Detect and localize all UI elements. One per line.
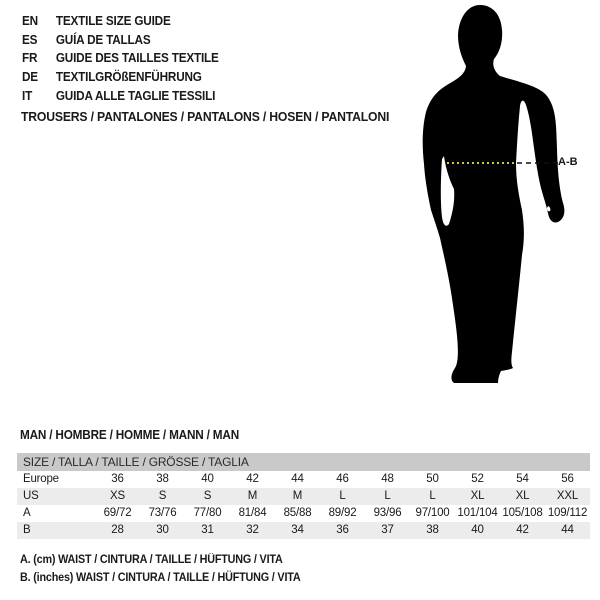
table-cell: 32 [246, 524, 259, 536]
language-label: GUIDA ALLE TAGLIE TESSILI [55, 88, 216, 103]
row-label: A [23, 507, 31, 519]
table-cell: 77/80 [193, 507, 222, 519]
table-cell: 37 [381, 524, 394, 536]
table-cell: 42 [246, 473, 259, 485]
footnote-a: A. (cm) WAIST / CINTURA / TAILLE / HÜFTUNG / VITA [20, 554, 283, 566]
table-cell: 56 [561, 473, 574, 485]
table-row-europe [17, 471, 590, 488]
table-cell: L [339, 490, 346, 502]
table-cell: 46 [336, 473, 349, 485]
language-row-de [22, 68, 219, 87]
table-cell: 30 [156, 524, 169, 536]
measure-label: A-B [558, 156, 578, 168]
language-row-es [22, 31, 219, 50]
table-cell: 38 [426, 524, 439, 536]
language-label: GUIDE DES TAILLES TEXTILE [55, 51, 219, 66]
row-label: US [23, 490, 39, 502]
table-cell: 81/84 [238, 507, 267, 519]
table-cell: 105/108 [502, 507, 543, 519]
table-cell: 97/100 [415, 507, 450, 519]
table-cell: XS [110, 490, 125, 502]
table-cell: 69/72 [103, 507, 132, 519]
row-label: B [23, 524, 31, 536]
table-cell: 48 [381, 473, 394, 485]
table-cell: S [158, 490, 167, 502]
section-heading: MAN / HOMBRE / HOMME / MANN / MAN [20, 428, 240, 442]
table-cell: 73/76 [148, 507, 177, 519]
table-row-a-cm [17, 505, 590, 522]
category-heading: TROUSERS / PANTALONES / PANTALONS / HOSEN / PANTALONI [21, 109, 390, 124]
table-cell: M [292, 490, 303, 502]
table-cell: 44 [561, 524, 574, 536]
table-cell: XXL [556, 490, 579, 502]
table-cell: 42 [516, 524, 529, 536]
language-label: TEXTILGRÖßENFÜHRUNG [55, 70, 202, 85]
table-cell: 85/88 [283, 507, 312, 519]
table-cell: 89/92 [328, 507, 357, 519]
table-cell: XL [470, 490, 485, 502]
language-label: TEXTILE SIZE GUIDE [55, 14, 171, 29]
table-cell: 44 [291, 473, 304, 485]
table-cell: 54 [516, 473, 529, 485]
size-table-header: SIZE / TALLA / TAILLE / GRÖSSE / TAGLIA [17, 453, 590, 471]
table-cell: 34 [291, 524, 304, 536]
table-cell: 50 [426, 473, 439, 485]
language-row-it [22, 86, 219, 105]
table-cell: XL [515, 490, 530, 502]
table-cell: 40 [201, 473, 214, 485]
table-cell: 93/96 [373, 507, 402, 519]
table-cell: S [203, 490, 212, 502]
table-cell: 36 [111, 473, 124, 485]
table-cell: 52 [471, 473, 484, 485]
table-cell: 109/112 [547, 507, 588, 519]
language-row-en [22, 12, 219, 31]
table-cell: 28 [111, 524, 124, 536]
table-cell: 38 [156, 473, 169, 485]
language-code: DE [22, 70, 38, 85]
table-cell: 31 [201, 524, 214, 536]
language-code: EN [22, 14, 38, 29]
row-label: Europe [23, 473, 59, 485]
measurement-footnotes [20, 551, 301, 587]
size-table [17, 453, 590, 539]
language-label: GUÍA DE TALLAS [55, 32, 151, 47]
footnote-b: B. (inches) WAIST / CINTURA / TAILLE / HÜFTUNG / VITA [20, 572, 301, 584]
table-cell: 36 [336, 524, 349, 536]
table-row-us [17, 488, 590, 505]
language-list [22, 12, 219, 105]
language-code: ES [22, 32, 38, 47]
table-cell: L [429, 490, 436, 502]
language-code: FR [22, 51, 38, 66]
language-row-fr [22, 49, 219, 68]
man-silhouette-figure [405, 0, 600, 420]
table-cell: L [384, 490, 391, 502]
table-cell: 101/104 [457, 507, 498, 519]
table-cell: M [247, 490, 258, 502]
language-code: IT [22, 88, 33, 103]
table-row-b-inches [17, 522, 590, 539]
table-cell: 40 [471, 524, 484, 536]
